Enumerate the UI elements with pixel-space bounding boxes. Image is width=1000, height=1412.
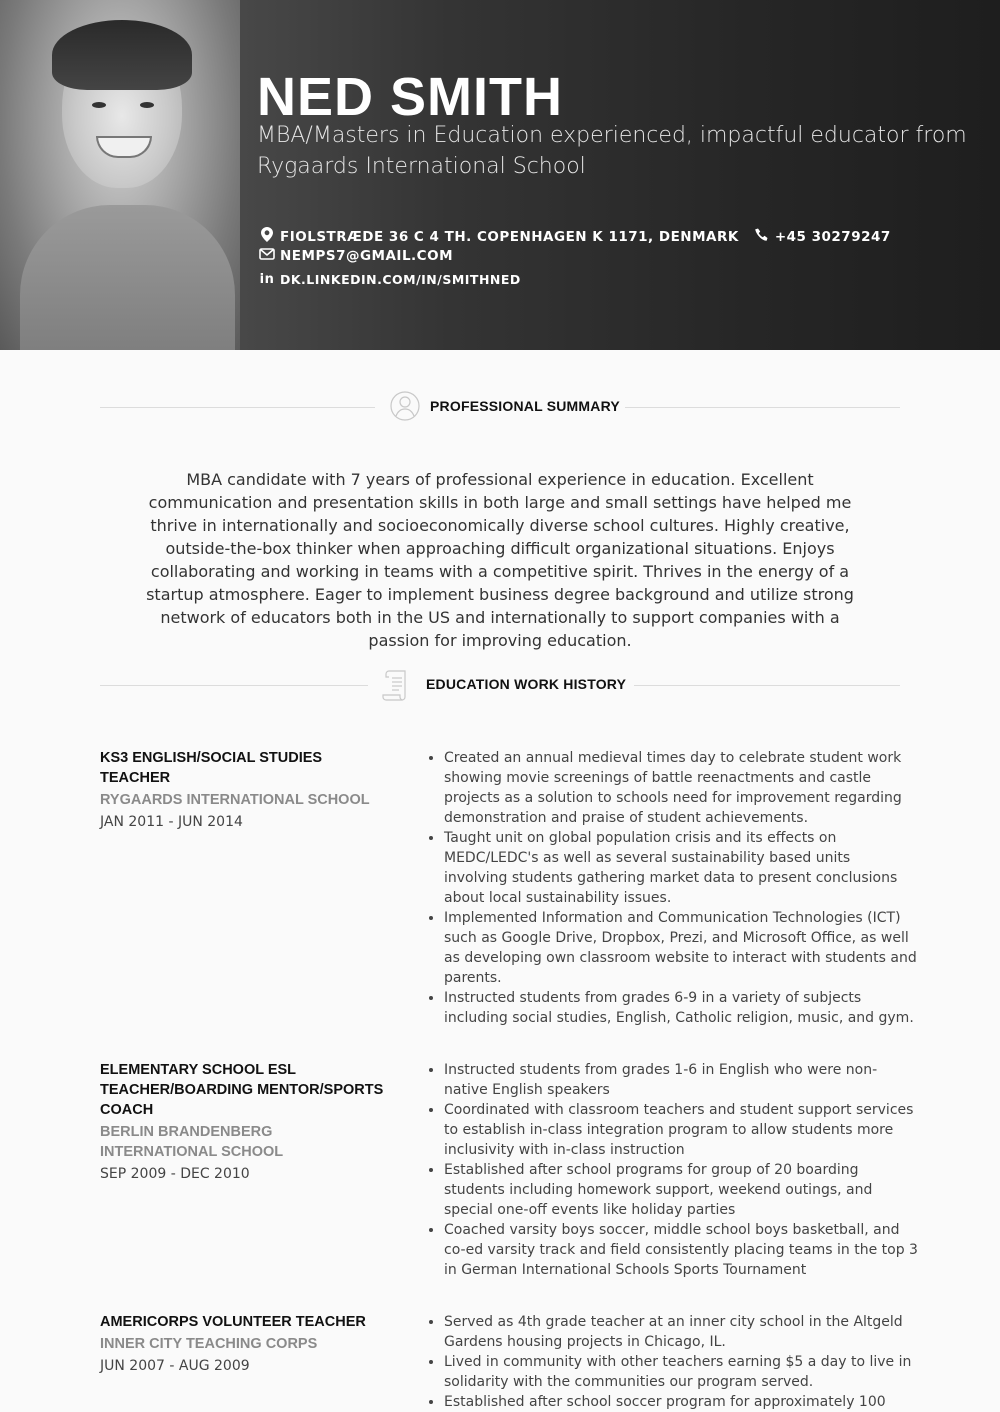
job-bullet: • Coordinated with classroom teachers and student support services to establish in-class integration program to allow students more inclusivity with in-class instruction [444,1100,918,1160]
history-section-header [100,668,900,702]
envelope-icon [258,248,276,264]
job-bullets [426,1060,918,1280]
job-bullet: • Served as 4th grade teacher at an inner city school in the Altgeld Gardens housing projects in Chicago, IL. [444,1312,918,1352]
email-text: NEMPS7@GMAIL.COM [280,248,453,264]
job-bullet: • Coached varsity boys soccer, middle school boys basketball, and co-ed varsity track and field consistently placing teams in the top 3 in German International Schools Sports Tournament [444,1220,918,1280]
job-dates: JUN 2007 - AUG 2009 [100,1358,250,1374]
phone-text: +45 30279247 [774,228,891,245]
phone-group[interactable] [753,228,891,246]
job-dates: JAN 2011 - JUN 2014 [100,814,243,830]
contact-row-email[interactable] [258,248,453,264]
job-bullets [426,748,918,1028]
scroll-icon [382,668,412,706]
summary-section-header [100,390,900,424]
contact-row-linkedin[interactable] [258,272,521,287]
resume-header [0,0,1000,350]
map-pin-icon [258,227,276,246]
job-bullet: • Instructed students from grades 1-6 in English who were non-native English speakers [444,1060,918,1100]
candidate-tagline: MBA/Masters in Education experienced, impactful educator from Rygaards International School [257,123,967,179]
professional-summary-text: MBA candidate with 7 years of professional experience in education. Excellent communication and presentation skills in both large and small settings have helped me thrive in internationally and socioeconomically diverse school cultures. Highly creative, outside-the-box thinker when approaching difficult organizational situations. Enjoys collaborating and working in teams with a competitive spirit. Thrives in the energy of a startup atmosphere. Eager to implement business degree background and utilize strong network of educators both in the US and internationally to support companies with a passion for improving education. [146,470,854,650]
job-bullet: • Taught unit on global population crisis and its effects on MEDC/LEDC's as well as several sustainability based units involving students gathering market data to present conclusions about local sustainability issues. [444,828,918,908]
job-bullet: • Established after school soccer program for approximately 100 [444,1392,918,1412]
candidate-name: NED SMITH [257,67,563,127]
linkedin-text: DK.LINKEDIN.COM/IN/SMITHNED [280,272,521,287]
job-bullet: • Implemented Information and Communication Technologies (ICT) such as Google Drive, Dropbox, Prezi, and Microsoft Office, as well as developing own classroom website to interact with students and parents. [444,908,918,988]
job-organization: BERLIN BRANDENBERG INTERNATIONAL SCHOOL [100,1124,284,1160]
job-bullet: • Instructed students from grades 6-9 in a variety of subjects including social studies, English, Catholic religion, music, and gym. [444,988,918,1028]
job-title: KS3 ENGLISH/SOCIAL STUDIES TEACHER [100,750,323,786]
job-organization: RYGAARDS INTERNATIONAL SCHOOL [100,792,370,808]
history-section-title: EDUCATION WORK HISTORY [426,676,627,692]
summary-section-title: PROFESSIONAL SUMMARY [430,398,620,414]
person-icon [390,390,420,426]
job-bullet: • Lived in community with other teachers earning $5 a day to live in solidarity with the communities our program served. [444,1352,918,1392]
job-dates: SEP 2009 - DEC 2010 [100,1166,250,1182]
job-organization: INNER CITY TEACHING CORPS [100,1336,318,1352]
job-title: ELEMENTARY SCHOOL ESL TEACHER/BOARDING MENTOR/SPORTS COACH [100,1062,384,1118]
profile-photo [0,0,240,350]
linkedin-icon: in [259,272,275,287]
job-bullets [426,1312,918,1412]
job-title: AMERICORPS VOLUNTEER TEACHER [100,1314,366,1330]
phone-icon [753,228,771,246]
address-text: FIOLSTRÆDE 36 C 4 TH. COPENHAGEN K 1171, DENMARK [280,228,739,245]
contact-row-address-phone [258,227,891,246]
job-bullet: • Created an annual medieval times day to celebrate student work showing movie screenings of battle reenactments and castle projects as a solution to schools need for improvement regarding demonstration and praise of student achievements. [444,748,918,828]
job-bullet: • Established after school programs for group of 20 boarding students including homework support, weekend outings, and special one-off events like holiday parties [444,1160,918,1220]
